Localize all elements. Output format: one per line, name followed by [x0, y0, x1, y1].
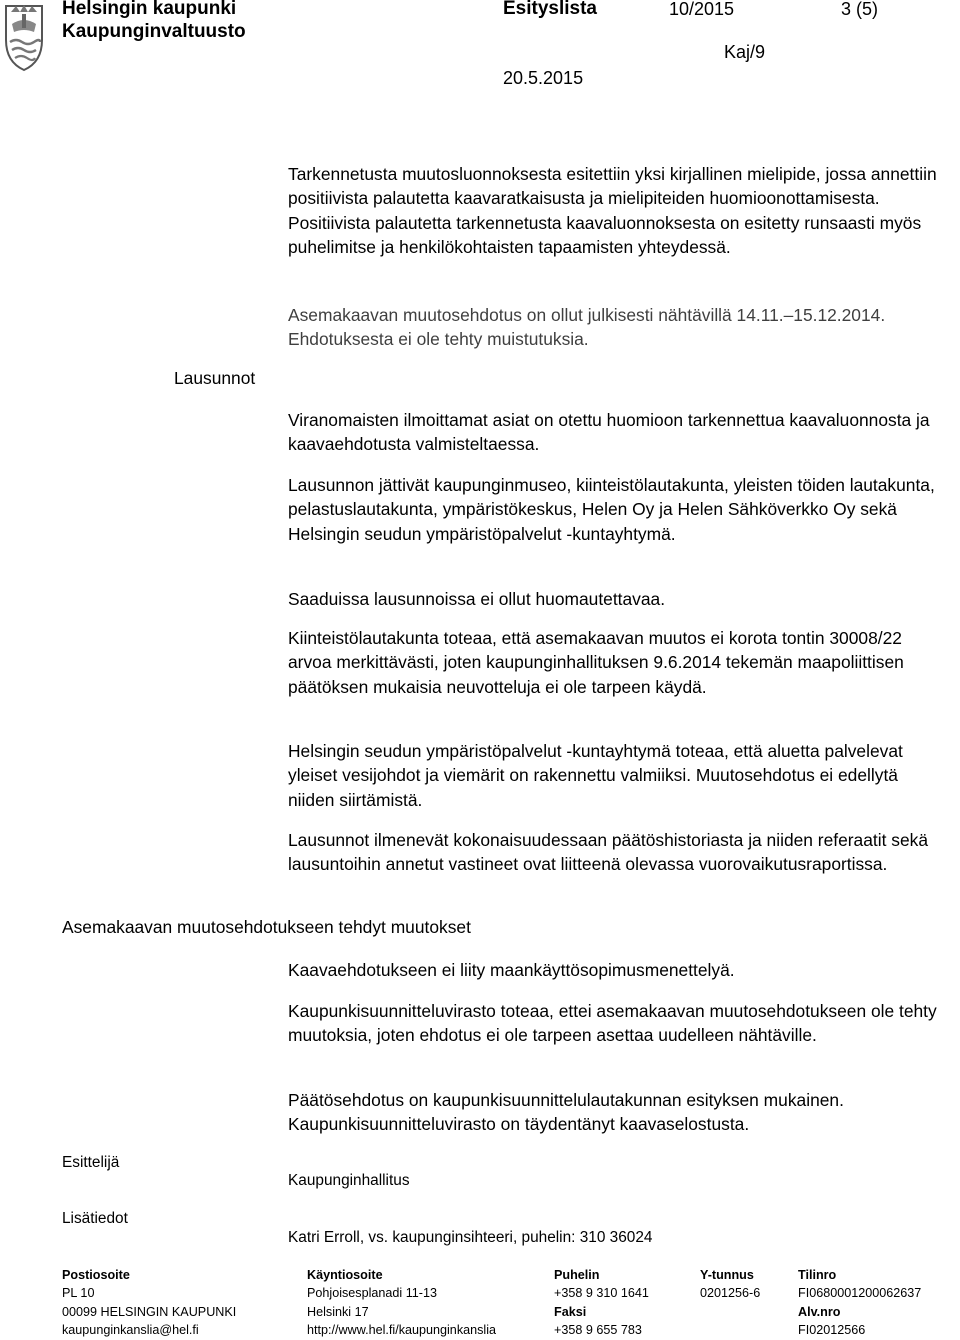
- opinion-paragraph: Tarkennetusta muutosluonnoksesta esitettiin yksi kirjallinen mielipide, jossa annettiin positiivista palautetta kaavaratkaisusta ja mielipiteiden huomioonottamisesta. Positiivista palautetta tarkennetusta kaavaluonnoksesta on esitetty runsaasti myös puhelimitse ja henkilökohtaisten tapaamisten yhteydessä.: [288, 164, 937, 258]
- no-remarks-paragraph: Saaduissa lausunnoissa ei ollut huomautettavaa.: [288, 589, 666, 609]
- page-number: 3 (5): [841, 0, 879, 19]
- helsinki-coat-of-arms-icon: [2, 0, 46, 72]
- statements-givers-paragraph: Lausunnon jättivät kaupunginmuseo, kiinteistölautakunta, yleisten töiden lautakunta, pelastuslautakunta, ympäristökeskus, Helen Oy ja Helen Sähköverkko Oy sekä Helsingin seudun ympäristöpalvelut -kuntayhtymä.: [288, 475, 935, 544]
- footer-postal-address: [62, 1266, 236, 1340]
- hsy-paragraph: Helsingin seudun ympäristöpalvelut -kuntayhtymä toteaa, että aluetta palvelevat yleiset vesijohdot ja viemärit on rakennettu valmiiksi. Muutosehdotus ei edellytä niiden siirtämistä.: [288, 741, 903, 810]
- land-use-agreement-paragraph: Kaavaehdotukseen ei liity maankäyttösopimusmenettelyä.: [288, 960, 735, 980]
- footer-visiting-address: [307, 1266, 496, 1340]
- statements-label: Lausunnot: [174, 368, 256, 388]
- more-info-label: Lisätiedot: [62, 1210, 128, 1227]
- section-heading: Asemakaavan muutosehdotukseen tehdyt muutokset: [62, 917, 471, 937]
- document-type: Esityslista: [503, 0, 597, 19]
- footer-line: FI0680001200062637: [798, 1286, 922, 1301]
- footer-line: PL 10: [62, 1286, 95, 1301]
- footer-email[interactable]: kaupunginkanslia@hel.fi: [62, 1323, 199, 1338]
- footer-heading: Käyntiosoite: [307, 1268, 383, 1282]
- footer-heading: Alv.nro: [798, 1304, 841, 1319]
- no-changes-paragraph: Kaupunkisuunnitteluvirasto toteaa, ettei asemakaavan muutosehdotukseen ole tehty muutoksia, joten ehdotus ei ole tarpeen asettaa uudelleen nähtäville.: [288, 1001, 937, 1046]
- organization-name: Helsingin kaupunki: [62, 0, 237, 19]
- footer-heading: Postiosoite: [62, 1268, 130, 1282]
- footer-website-link[interactable]: http://www.hel.fi/kaupunginkanslia: [307, 1323, 497, 1338]
- proposal-conformity-paragraph: Päätösehdotus on kaupunkisuunnittelulautakunnan esityksen mukainen. Kaupunkisuunnitteluvirasto on täydentänyt kaavaselostusta.: [288, 1090, 844, 1135]
- footer-line: 0201256-6: [700, 1286, 761, 1301]
- presenter-label: Esittelijä: [62, 1154, 120, 1171]
- real-estate-board-paragraph: Kiinteistölautakunta toteaa, että asemakaavan muutos ei korota tontin 30008/22 arvoa merkittävästi, joten kaupunginhallituksen 9.6.2014 tekemän maapoliittisen päätöksen mukaisia neuvotteluja ei ole tarpeen käydä.: [288, 628, 904, 697]
- more-info-value: Katri Erroll, vs. kaupunginsihteeri, puhelin: 310 36024: [288, 1229, 653, 1246]
- page-footer: [0, 1266, 960, 1338]
- meeting-date: 20.5.2015: [503, 68, 584, 88]
- footer-line: 00099 HELSINGIN KAUPUNKI: [62, 1304, 237, 1319]
- footer-heading: Puhelin: [554, 1268, 600, 1282]
- footer-heading: Tilinro: [798, 1268, 837, 1282]
- footer-phone: [554, 1266, 649, 1340]
- footer-line: Helsinki 17: [307, 1304, 369, 1319]
- statements-history-paragraph: Lausunnot ilmenevät kokonaisuudessaan päätöshistoriasta ja niiden referaatit sekä lausuntoihin annetut vastineet ovat liitteenä olevassa vuorovaikutusraportissa.: [288, 830, 928, 875]
- footer-heading: Faksi: [554, 1304, 587, 1319]
- footer-line: +358 9 310 1641: [554, 1286, 649, 1301]
- footer-account: [798, 1266, 921, 1340]
- public-display-paragraph: Asemakaavan muutosehdotus on ollut julkisesti nähtävillä 14.11.–15.12.2014. Ehdotuksesta ei ole tehty muistutuksia.: [288, 305, 886, 350]
- footer-heading: Y-tunnus: [700, 1268, 754, 1282]
- issue-number: 10/2015: [669, 0, 735, 19]
- footer-business-id: [700, 1266, 760, 1303]
- agenda-item: Kaj/9: [724, 42, 766, 62]
- presenter-value: Kaupunginhallitus: [288, 1172, 410, 1189]
- authorities-paragraph: Viranomaisten ilmoittamat asiat on otettu huomioon tarkennettua kaavaluonnosta ja kaavaehdotusta valmisteltaessa.: [288, 410, 930, 455]
- footer-line: +358 9 655 783: [554, 1323, 642, 1338]
- footer-line: FI02012566: [798, 1323, 866, 1338]
- footer-line: Pohjoisesplanadi 11-13: [307, 1286, 437, 1301]
- council-name: Kaupunginvaltuusto: [62, 21, 246, 42]
